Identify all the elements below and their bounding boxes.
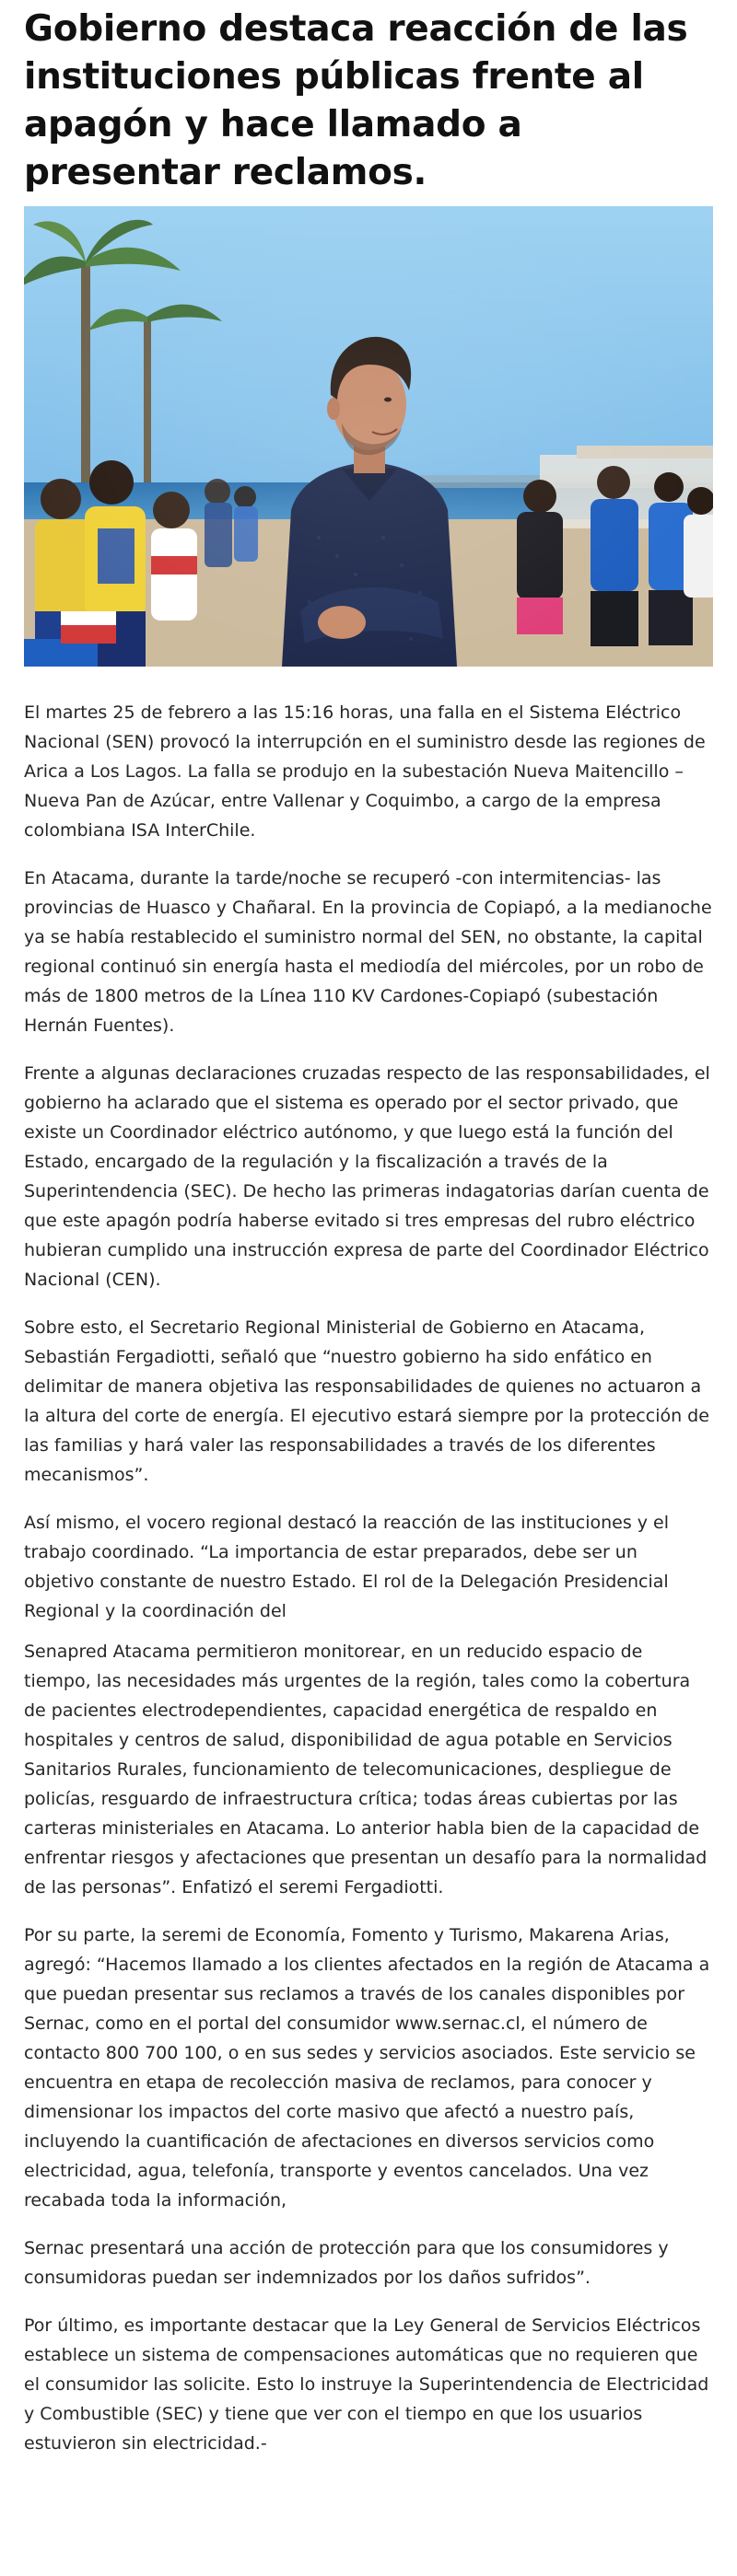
article-paragraph: Frente a algunas declaraciones cruzadas respecto de las responsabilidades, el gobierno ha aclarado que el sistema es operado por el sector privado, que existe un Coordinador eléctrico autónomo, y que luego está la función del Estado, encargado de la regulación y la fiscalización a través de la Superintendencia (SEC). De hecho las primeras indagatorias darían cuenta de que este apagón podría haberse evitado si tres empresas del rubro eléctrico hubieran cumplido una instrucción expresa de parte del Coordinador Eléctrico Nacional (CEN).	[24, 1063, 710, 1290]
article-paragraph: Senapred Atacama permitieron monitorear, en un reducido espacio de tiempo, las necesidades más urgentes de la región, tales como la cobertura de pacientes electrodependientes, capacidad energética de respaldo en hospitales y centros de salud, disponibilidad de agua potable en Servicios Sanitarios Rurales, funcionamiento de telecomunicaciones, despliegue de policías, resguardo de infraestructura crítica; todas áreas cubiertas por las carteras ministeriales en Atacama. Lo anterior habla bien de la capacidad de enfrentar riesgos y afectaciones que presentan un desafío para la normalidad de las personas”. Enfatizó el seremi Fergadiotti.	[24, 1642, 708, 1897]
hero-photo-illustration	[24, 206, 713, 667]
article-paragraph: Sernac presentará una acción de protección para que los consumidores y consumidoras puedan ser indemnizados por los daños sufridos”.	[24, 2238, 669, 2288]
article-paragraph: Sobre esto, el Secretario Regional Ministerial de Gobierno en Atacama, Sebastián Fergadiotti, señaló que “nuestro gobierno ha sido enfático en delimitar de manera objetiva las responsabilidades de quienes no actuaron a la altura del corte de energía. El ejecutivo estará siempre por la protección de las familias y hará valer las responsabilidades a través de los diferentes mecanismos”.	[24, 1317, 709, 1485]
article-body	[24, 698, 713, 2458]
article-paragraph: Por último, es importante destacar que la Ley General de Servicios Eléctricos establece un sistema de compensaciones automáticas que no requieren que el consumidor las solicite. Esto lo instruye la Superintendencia de Electricidad y Combustible (SEC) y tiene que ver con el tiempo en que los usuarios estuvieron sin electricidad.-	[24, 2315, 709, 2454]
article-paragraph: En Atacama, durante la tarde/noche se recuperó -con intermitencias- las provincias de Huasco y Chañaral. En la provincia de Copiapó, a la medianoche ya se había restablecido el suministro normal del SEN, no obstante, la capital regional continuó sin energía hasta el mediodía del miércoles, por un robo de más de 1800 metros de la Línea 110 KV Cardones-Copiapó (subestación Hernán Fuentes).	[24, 868, 712, 1036]
article-headline: Gobierno destaca reacción de las instituciones públicas frente al apagón y hace llamado a presentar reclamos.	[24, 8, 688, 193]
article-paragraph: El martes 25 de febrero a las 15:16 horas, una falla en el Sistema Eléctrico Nacional (SEN) provocó la interrupción en el suministro desde las regiones de Arica a Los Lagos. La falla se produjo en la subestación Nueva Maitencillo – Nueva Pan de Azúcar, entre Vallenar y Coquimbo, a cargo de la empresa colombiana ISA InterChile.	[24, 702, 706, 841]
article-paragraph: Así mismo, el vocero regional destacó la reacción de las instituciones y el trabajo coordinado. “La importancia de estar preparados, debe ser un objetivo constante de nuestro Estado. El rol de la Delegación Presidencial Regional y la coordinación del	[24, 1513, 670, 1621]
article-paragraph: Por su parte, la seremi de Economía, Fomento y Turismo, Makarena Arias, agregó: “Hacemos llamado a los clientes afectados en la región de Atacama a que puedan presentar sus reclamos a través de los canales disponibles por Sernac, como en el portal del consumidor www.sernac.cl, el número de contacto 800 700 100, o en sus sedes y servicios asociados. Este servicio se encuentra en etapa de recolección masiva de reclamos, para conocer y dimensionar los impactos del corte masivo que afectó a nuestro país, incluyendo la cuantificación de afectaciones en diversos servicios como electricidad, agua, telefonía, transporte y eventos cancelados. Una vez recabada toda la información,	[24, 1925, 710, 2210]
article-hero-image	[24, 206, 713, 667]
